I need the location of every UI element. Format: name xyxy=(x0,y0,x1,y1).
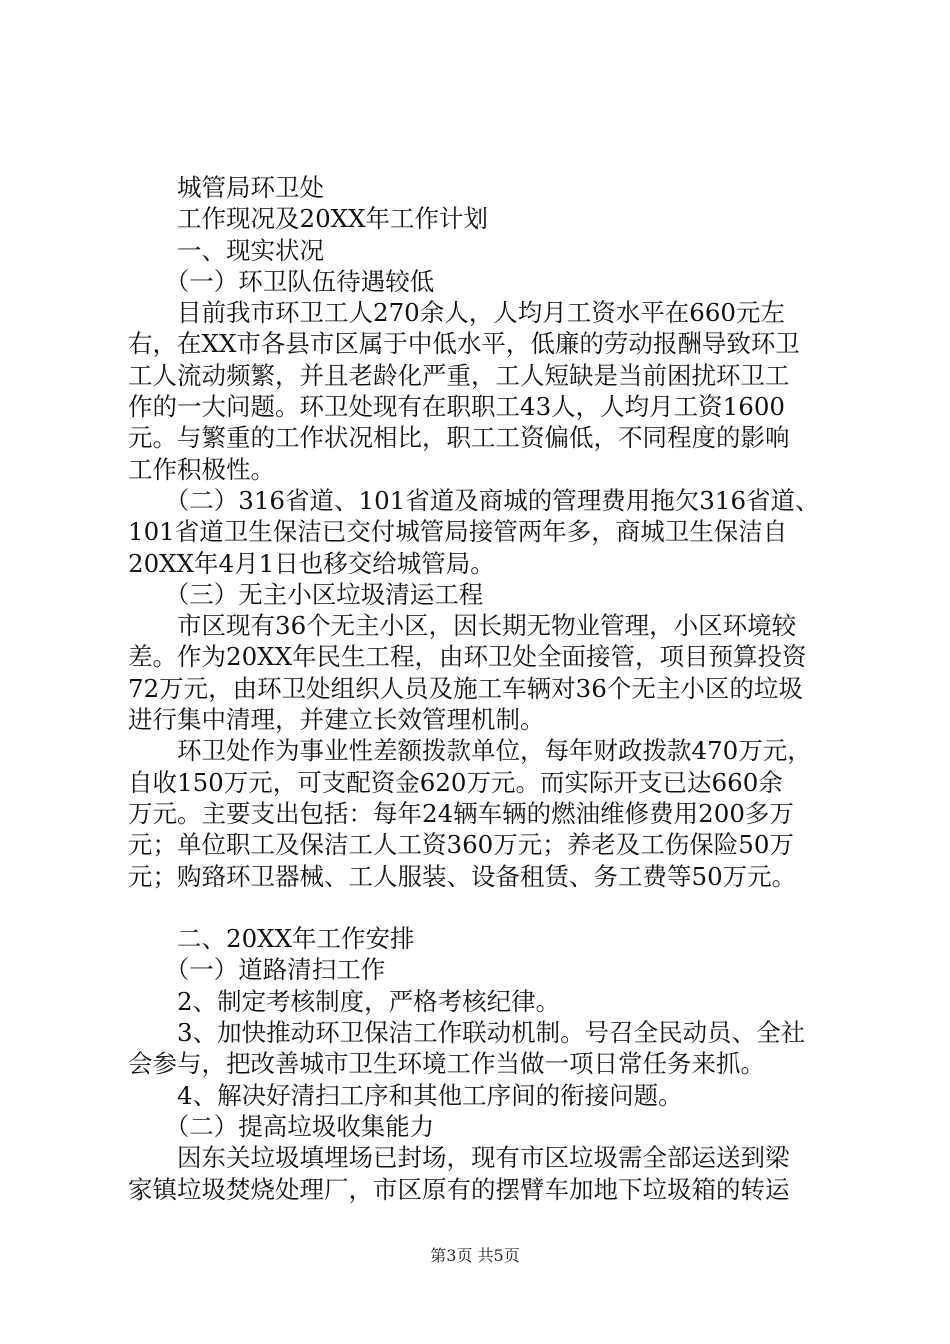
text-line: 家镇垃圾焚烧处理厂，市区原有的摆臂车加地下垃圾箱的转运 xyxy=(128,1174,790,1204)
text-line: 自收150万元，可支配资金620万元。而实际开支已达660余 xyxy=(128,767,783,797)
text-line: （一）道路清扫工作 xyxy=(128,955,386,985)
text-line: 万元。主要支出包括：每年24辆车辆的燃油维修费用200多万 xyxy=(128,798,794,828)
text-line: 城管局环卫处 xyxy=(128,173,324,202)
text-line: （二）316省道、101省道及商城的管理费用拖欠316省道、 xyxy=(128,485,820,515)
text-line: （二）提高垃圾收集能力 xyxy=(128,1111,435,1141)
text-line: 2、制定考核制度，严格考核纪律。 xyxy=(128,986,561,1016)
text-line: 101省道卫生保洁已交付城管局接管两年多，商城卫生保洁自 xyxy=(128,517,788,547)
text-line: 20XX年4月1日也移交给城管局。 xyxy=(128,548,495,578)
text-line: 差。作为20XX年民生工程，由环卫处全面接管，项目预算投资 xyxy=(128,642,807,672)
text-line: 72万元，由环卫处组织人员及施工车辆对36个无主小区的垃圾 xyxy=(128,673,803,703)
text-line: 右，在XX市各县市区属于中低水平，低廉的劳动报酬导致环卫 xyxy=(128,329,800,359)
text-line: 目前我市环卫工人270余人，人均月工资水平在660元左 xyxy=(128,298,786,328)
document-body xyxy=(128,172,838,1205)
text-line: 环卫处作为事业性差额拨款单位，每年财政拨款470万元， xyxy=(128,736,812,766)
text-line: 会参与，把改善城市卫生环境工作当做一项日常任务来抓。 xyxy=(128,1049,765,1079)
text-line: （三）无主小区垃圾清运工程 xyxy=(128,579,484,609)
text-line: 元；购臵环卫器械、工人服装、设备租赁、务工费等50万元。 xyxy=(128,861,797,891)
text-line: 工作现况及20XX年工作计划 xyxy=(128,204,489,234)
text-line: 3、加快推动环卫保洁工作联动机制。号召全民动员、全社 xyxy=(128,1018,806,1048)
text-line: （一）环卫队伍待遇较低 xyxy=(128,266,435,296)
text-line: 作的一大问题。环卫处现有在职职工43人，人均月工资1600 xyxy=(128,392,786,422)
text-line: 元；单位职工及保洁工人工资360万元；养老及工伤保险50万 xyxy=(128,830,794,860)
text-line: 进行集中清理，并建立长效管理机制。 xyxy=(128,705,545,735)
text-line: 工作积极性。 xyxy=(128,454,275,484)
text-line: 元。与繁重的工作状况相比，职工工资偏低，不同程度的影响 xyxy=(128,423,790,453)
text-line: 因东关垃圾填埋场已封场，现有市区垃圾需全部运送到梁 xyxy=(128,1143,790,1173)
paragraph-gap xyxy=(128,892,838,923)
text-line: 一、现实状况 xyxy=(128,235,324,265)
text-line: 市区现有36个无主小区，因长期无物业管理，小区环境较 xyxy=(128,611,797,641)
text-line: 4、解决好清扫工序和其他工序间的衔接问题。 xyxy=(128,1080,683,1110)
text-line: 工人流动频繁，并且老龄化严重，工人短缺是当前困扰环卫工 xyxy=(128,360,790,390)
text-line: 二、20XX年工作安排 xyxy=(128,924,415,954)
page-footer: 第3页 共5页 xyxy=(430,1246,520,1265)
